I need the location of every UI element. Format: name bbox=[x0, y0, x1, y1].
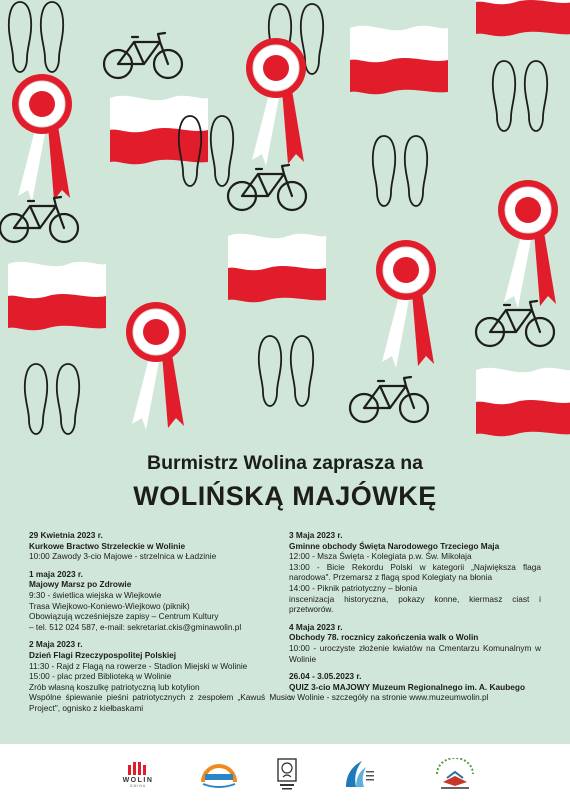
event-line: 12:00 - Msza Święta - Kolegiata p.w. Św. Mikołaja bbox=[289, 551, 472, 562]
muzeum-logo-icon bbox=[276, 757, 298, 791]
event-line: 11:30 - Rajd z Flagą na rowerze - Stadion Miejski w Wolinie bbox=[29, 660, 248, 671]
event-1-may bbox=[29, 569, 291, 633]
event-title: Dzień Flagi Rzeczypospolitej Polskiej bbox=[29, 649, 177, 660]
logo-muzeum bbox=[272, 754, 302, 794]
wolin-crest-icon bbox=[126, 761, 150, 775]
headline-invite: Burmistrz Wolina zaprasza na bbox=[147, 452, 423, 474]
event-line: Trasa Wiejkowo-Koniewo-Wiejkowo (piknik) bbox=[29, 600, 190, 611]
sponsor-logos-bar bbox=[0, 744, 570, 803]
event-date: 1 maja 2023 r. bbox=[29, 568, 83, 579]
event-4-may bbox=[289, 622, 541, 664]
event-line: – tel. 512 024 587, e-mail: sekretariat.ckis@gminawolin.pl bbox=[29, 621, 242, 632]
event-line: inscenizacja historyczna, pokazy konne, kiermasz ciast i przetworów. bbox=[289, 593, 541, 615]
event-date: 3 Maja 2023 r. bbox=[289, 530, 343, 540]
logo-gmina-wolin bbox=[108, 754, 168, 794]
logo-wolin-text: WOLIN bbox=[122, 776, 154, 784]
event-date: 4 Maja 2023 r. bbox=[289, 621, 343, 632]
event-line: Obowiązują wcześniejsze zapisy – Centrum Kultury bbox=[29, 611, 219, 622]
event-line: 14:00 - Piknik patriotyczny – błonia bbox=[289, 582, 418, 593]
event-line: 15:00 - plac przed Biblioteką w Wolinie bbox=[29, 671, 172, 682]
event-3-may bbox=[289, 530, 541, 615]
wave-logo-icon bbox=[340, 757, 376, 791]
event-date: 26.04 - 3.05.2023 r. bbox=[289, 671, 362, 682]
centrum-kultury-logo-icon bbox=[199, 760, 239, 788]
event-date: 29 Kwietnia 2023 r. bbox=[29, 530, 103, 540]
program-right-column bbox=[289, 530, 541, 710]
event-29-april bbox=[29, 530, 291, 562]
event-quiz bbox=[289, 671, 541, 703]
event-line: w Wolinie - szczegóły na stronie www.muzeumwolin.pl bbox=[289, 692, 489, 703]
event-2-may bbox=[29, 639, 291, 713]
event-line: 10:00 Zawody 3-cio Majowe - strzelnica w Ładzinie bbox=[29, 551, 217, 562]
event-date: 2 Maja 2023 r. bbox=[29, 639, 83, 650]
event-line: Zrób własną koszulkę patriotyczną lub kotylion bbox=[29, 681, 200, 692]
logo-wolin-subtext: GMINA bbox=[129, 783, 147, 788]
headline bbox=[0, 451, 570, 513]
logo-zalew-szczecinski bbox=[338, 754, 378, 794]
event-line: 10:00 - uroczyste złożenie kwiatów na Cmentarzu Komunalnym w Wolinie bbox=[289, 642, 541, 664]
library-logo-icon bbox=[433, 758, 477, 790]
event-line: 9:30 - świetlica wiejska w Wiejkowie bbox=[29, 589, 162, 600]
event-title: Gminne obchody Święta Narodowego Trzeciego Maja bbox=[289, 540, 500, 551]
event-title: Majowy Marsz po Zdrowie bbox=[29, 579, 132, 590]
event-title: Obchody 78. rocznicy zakończenia walk o Wolin bbox=[289, 632, 479, 643]
headline-title: WOLIŃSKĄ MAJÓWKĘ bbox=[133, 481, 437, 511]
logo-biblioteka bbox=[420, 754, 490, 794]
program-left-column bbox=[29, 530, 291, 721]
event-title: Kurkowe Bractwo Strzeleckie w Wolinie bbox=[29, 540, 186, 551]
logo-centrum-kultury bbox=[196, 754, 242, 794]
event-title: QUIZ 3-cio MAJOWY Muzeum Regionalnego im. A. Kaubego bbox=[289, 681, 526, 692]
event-line: 13:00 - Bicie Rekordu Polski w kategorii „Największa flaga narodowa". Przemarsz z flagą spod Kolegiaty na błonia bbox=[289, 561, 541, 583]
event-line: Wspólne śpiewanie pieśni patriotycznych z zespołem „Kawuś Music Project", ognisko z kiełbaskami bbox=[29, 692, 291, 713]
